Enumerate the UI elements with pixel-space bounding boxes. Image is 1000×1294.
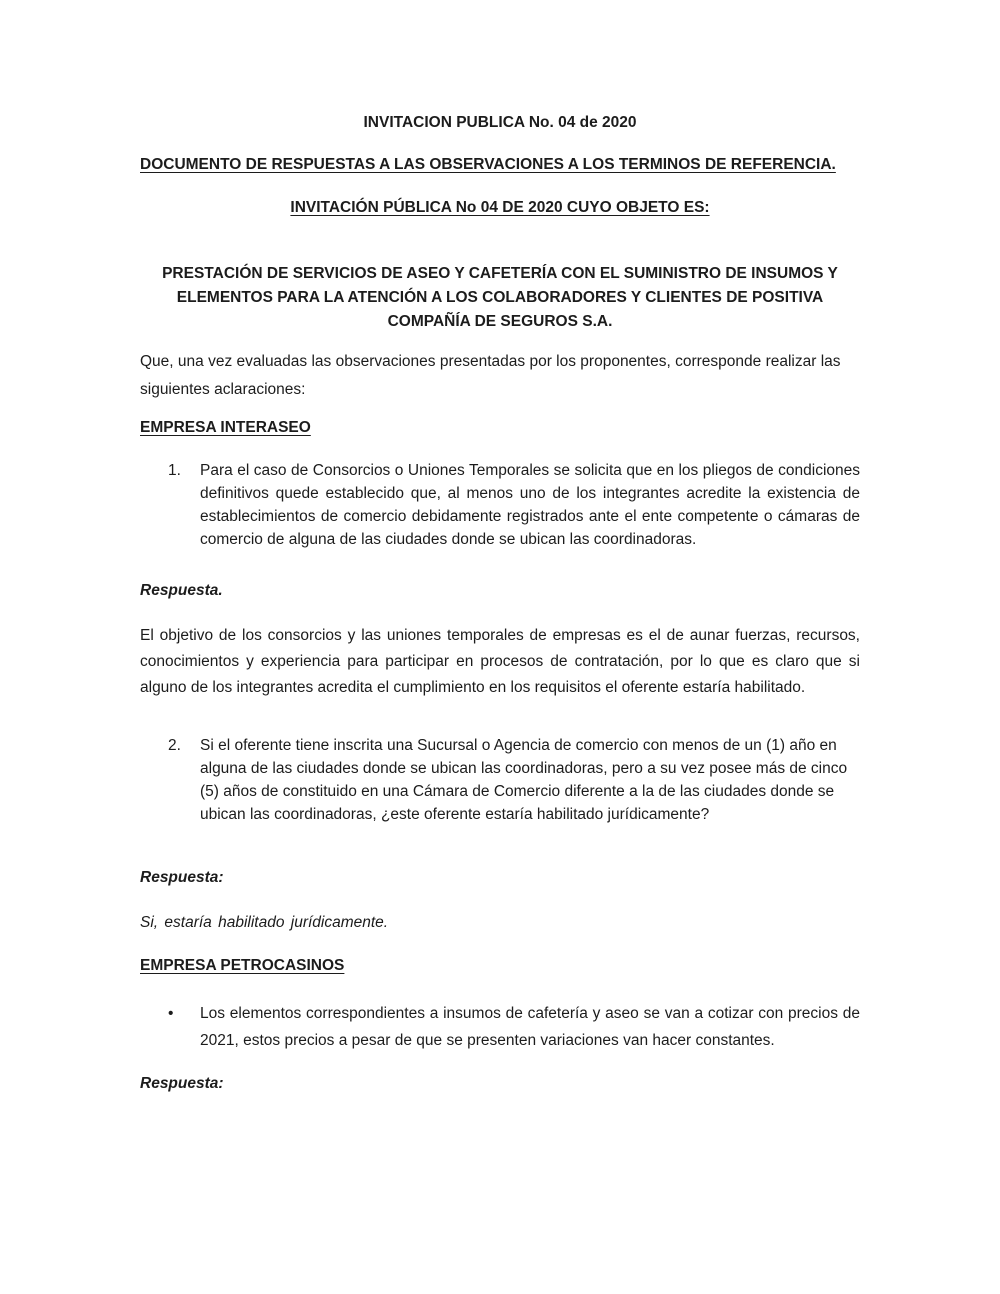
observation-bullet [140, 1000, 860, 1054]
answer-2-label: Respuesta: [140, 869, 224, 887]
answer-1-label: Respuesta. [140, 581, 223, 599]
document-title: INVITACION PUBLICA No. 04 de 2020 [363, 114, 637, 131]
question-2-number: 2. [168, 737, 181, 755]
response-doc-heading: DOCUMENTO DE RESPUESTAS A LAS OBSERVACIONES A LOS TERMINOS DE REFERENCIA. [140, 156, 836, 174]
section-heading-interaseo: EMPRESA INTERASEO [140, 418, 311, 436]
question-2 [140, 735, 860, 827]
section-heading-petrocasinos: EMPRESA PETROCASINOS [140, 957, 345, 975]
object-statement: PRESTACIÓN DE SERVICIOS DE ASEO Y CAFETERÍA CON EL SUMINISTRO DE INSUMOS Y ELEMENTOS PARA LA ATENCIÓN A LOS COLABORADORES Y CLIENTES DE POSITIVA COMPAÑÍA DE SEGUROS S.A. [162, 265, 838, 331]
invitation-object-heading: INVITACIÓN PÚBLICA No 04 DE 2020 CUYO OBJETO ES: [290, 198, 710, 216]
answer-3-label: Respuesta: [140, 1074, 224, 1092]
bullet-icon: • [168, 1004, 174, 1022]
question-2-text: Si el oferente tiene inscrita una Sucursal o Agencia de comercio con menos de un (1) año en alguna de las ciudades donde se ubican las coordinadoras, pero a su vez posee más de cinco (5) años de constituido en una Cámara de Comercio diferente a la de las ciudades donde se ubican las coordinadoras, ¿este oferente estaría habilitado jurídicamente? [200, 737, 848, 824]
question-1-number: 1. [168, 462, 181, 480]
answer-2-text: Si, estaría habilitado jurídicamente. [140, 913, 389, 931]
question-1-text: Para el caso de Consorcios o Uniones Temporales se solicita que en los pliegos de condiciones definitivos quede establecido que, al menos uno de los integrantes acredite la existencia de establecimientos de comercio debidamente registrados ante el ente competente o cámaras de comercio de alguna de las ciudades donde se ubican las coordinadoras. [200, 462, 860, 548]
question-1 [140, 460, 860, 552]
intro-paragraph: Que, una vez evaluadas las observaciones presentadas por los proponentes, corresponde realizar las siguientes aclaraciones: [140, 353, 841, 398]
observation-text: Los elementos correspondientes a insumos de cafetería y aseo se van a cotizar con precios de 2021, estos precios a pesar de que se presenten variaciones van hacer constantes. [200, 1004, 860, 1049]
answer-1-text: El objetivo de los consorcios y las uniones temporales de empresas es el de aunar fuerzas, recursos, conocimientos y experiencia para participar en procesos de contratación, por lo que es claro que si alguno de los integrantes acredita el cumplimiento en los requisitos el oferente estaría habilitado. [140, 627, 860, 697]
